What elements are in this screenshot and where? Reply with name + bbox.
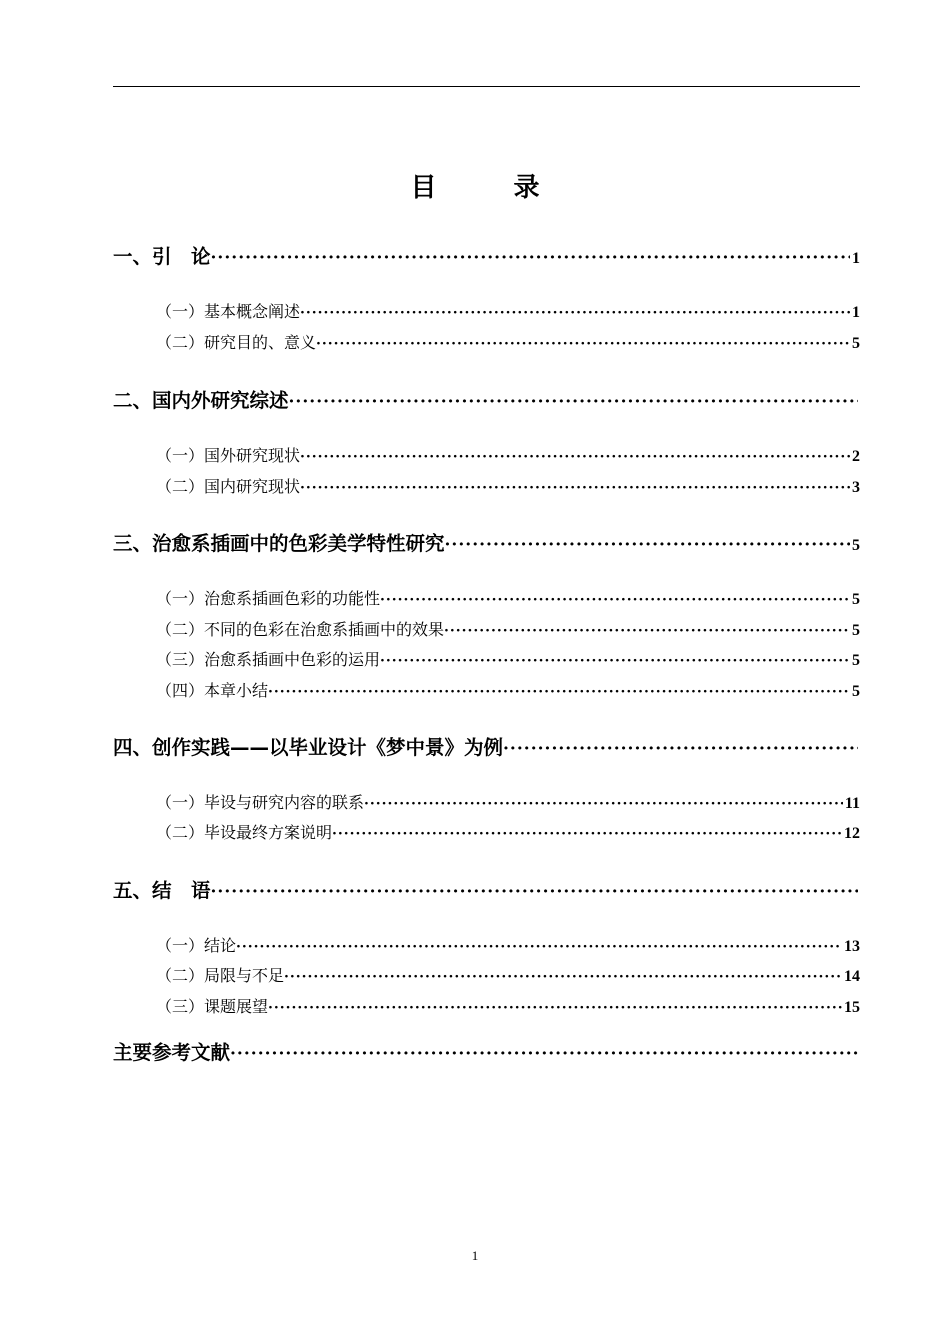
toc-entry-label: （一）结论 <box>156 936 237 955</box>
toc-entry-label: （二）国内研究现状 <box>156 477 301 496</box>
toc-page-number: 2 <box>852 448 860 465</box>
toc-entry-label: （三）治愈系插画中色彩的运用 <box>156 650 381 669</box>
toc-dot-leader <box>284 966 842 988</box>
toc-entry-section-3-2[interactable] <box>156 619 860 642</box>
toc-entry-label: 三、治愈系插画中的色彩美学特性研究 <box>113 532 445 555</box>
toc-entry-section-5-2[interactable] <box>156 965 860 988</box>
toc-entry-section-4-1[interactable] <box>156 792 860 815</box>
toc-entry-section-5-3[interactable] <box>156 996 860 1019</box>
toc-entry-label: （一）国外研究现状 <box>156 446 301 465</box>
toc-entry-label: （一）基本概念阐述 <box>156 302 301 321</box>
toc-dot-leader <box>332 823 842 845</box>
toc-entry-label: 一、引 论 <box>113 245 211 268</box>
header-rule <box>113 86 860 87</box>
toc-entry-label: （二）毕设最终方案说明 <box>156 823 333 842</box>
toc-entry-section-3-1[interactable] <box>156 588 860 611</box>
toc-dot-leader <box>380 589 850 611</box>
toc-dot-leader <box>211 879 858 905</box>
toc-entry-label: 四、创作实践——以毕业设计《梦中景》为例 <box>113 736 504 759</box>
toc-entry-chapter-3[interactable] <box>113 531 860 559</box>
toc-dot-leader <box>289 389 858 415</box>
toc-entry-section-4-2[interactable] <box>156 822 860 845</box>
toc-page-number: 1 <box>852 304 860 321</box>
toc-entry-label: （一）治愈系插画色彩的功能性 <box>156 589 381 608</box>
toc-dot-leader <box>380 650 850 672</box>
toc-entry-label: （二）不同的色彩在治愈系插画中的效果 <box>156 620 445 639</box>
toc-entry-chapter-4[interactable] <box>113 735 860 762</box>
toc-entry-chapter-5[interactable] <box>113 878 860 905</box>
toc-entry-label: 二、国内外研究综述 <box>113 389 289 412</box>
toc-dot-leader <box>316 333 850 355</box>
toc-entry-section-1-1[interactable] <box>156 301 860 324</box>
toc-dot-leader <box>503 736 858 762</box>
toc-page-number: 5 <box>852 622 860 639</box>
toc-dot-leader <box>300 446 850 468</box>
toc-entry-label: 五、结 语 <box>113 879 211 902</box>
toc-entry-section-1-2[interactable] <box>156 332 860 355</box>
toc-page-number: 15 <box>844 999 860 1016</box>
toc-dot-leader <box>300 477 850 499</box>
footer-page-number: 1 <box>471 1248 479 1263</box>
toc-page-number: 5 <box>852 537 860 554</box>
toc-page-number: 11 <box>844 795 860 812</box>
toc-entry-section-3-3[interactable] <box>156 649 860 672</box>
toc-entry-label: 主要参考文献 <box>113 1041 231 1064</box>
toc-entry-section-5-1[interactable] <box>156 935 860 958</box>
toc-dot-leader <box>236 936 842 958</box>
toc-dot-leader <box>444 620 850 642</box>
toc-dot-leader <box>211 245 850 271</box>
toc-entry-label: （二）研究目的、意义 <box>156 333 317 352</box>
toc-entry-section-3-4[interactable] <box>156 680 860 703</box>
toc-entry-references[interactable] <box>113 1040 860 1067</box>
toc-dot-leader <box>230 1041 858 1067</box>
toc-dot-leader <box>445 532 850 558</box>
toc-dot-leader <box>268 997 842 1019</box>
toc-page-number: 5 <box>852 591 860 608</box>
toc-entry-section-2-1[interactable] <box>156 445 860 468</box>
toc-page-number: 12 <box>844 825 860 842</box>
toc-dot-leader <box>268 681 850 703</box>
toc-entry-label: （四）本章小结 <box>156 681 269 700</box>
toc-dot-leader <box>364 793 843 815</box>
toc-entry-label: （三）课题展望 <box>156 997 269 1016</box>
toc-dot-leader <box>300 302 850 324</box>
toc-entry-chapter-1[interactable] <box>113 244 860 272</box>
toc-page-number: 5 <box>852 683 860 700</box>
toc-entry-label: （一）毕设与研究内容的联系 <box>156 793 365 812</box>
toc-page-number: 3 <box>852 479 860 496</box>
toc-page-number: 1 <box>852 250 860 267</box>
toc-page-number: 5 <box>852 335 860 352</box>
toc-entry-chapter-2[interactable] <box>113 388 860 415</box>
toc-entry-section-2-2[interactable] <box>156 476 860 499</box>
toc-entry-label: （二）局限与不足 <box>156 966 285 985</box>
toc-page-number: 14 <box>844 968 860 985</box>
toc-page-number: 13 <box>844 938 860 955</box>
toc-title: 目 录 <box>410 173 574 203</box>
toc-page-number: 5 <box>852 652 860 669</box>
